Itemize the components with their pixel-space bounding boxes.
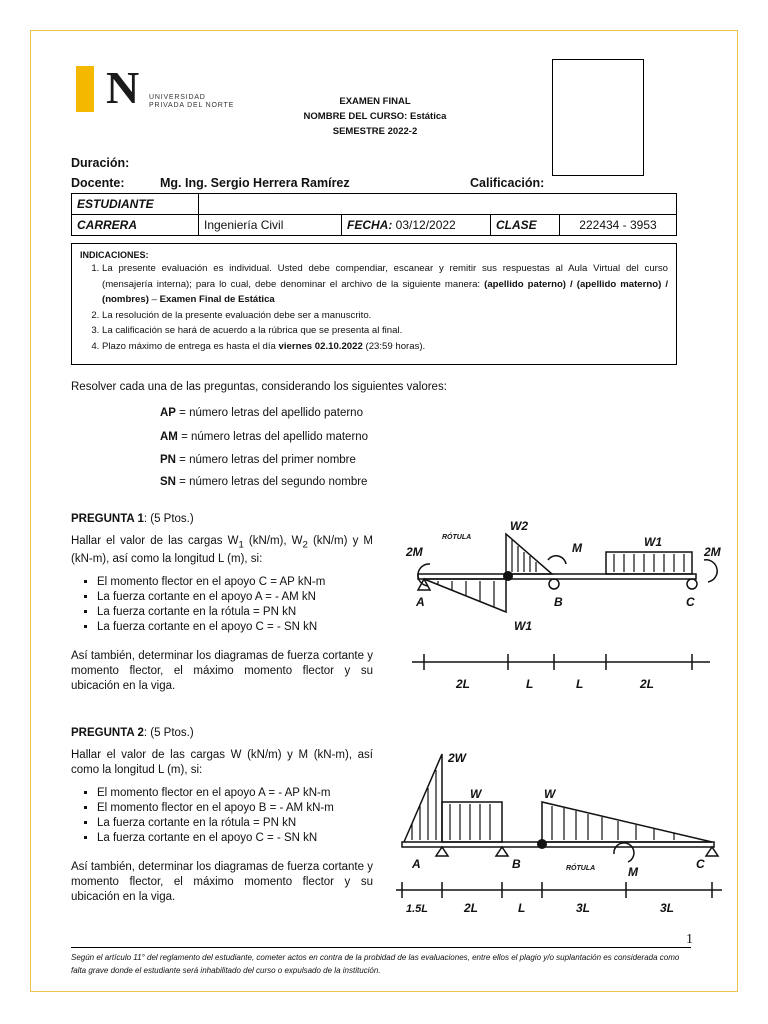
instruction-4c: (23:59 horas).	[362, 340, 426, 352]
student-field[interactable]	[199, 194, 677, 215]
var-key: AP	[160, 407, 176, 419]
q2-load-w-uniform-arrows	[450, 804, 490, 840]
variable-am	[160, 431, 368, 443]
q1-label-m: M	[572, 541, 582, 555]
instruction-1b: (apellido paterno) / (apellido materno) / (nombres)	[102, 278, 668, 305]
q2-support-b	[496, 847, 508, 856]
q2-heading	[71, 726, 373, 741]
student-info-table	[71, 193, 677, 236]
q1-label-b: B	[554, 595, 563, 609]
course-name: NOMBRE DEL CURSO: Estática	[303, 111, 447, 122]
class-value: 222434 - 3953	[560, 215, 677, 236]
logo-letter: N	[106, 62, 140, 113]
student-label: ESTUDIANTE	[72, 194, 199, 215]
q2-label-c: C	[696, 857, 705, 871]
q1-load-w2	[506, 534, 552, 574]
footer-note: Según el artículo 11° del reglamento del estudiante, cometer actos en contra de la probidad de las evaluaciones, entre ellos el plagio y/o suplantación es considerada como falta grave donde el estudiante será inhabilitado del curso o expulsado de la institución.	[71, 953, 680, 975]
q1-label-c: C	[686, 595, 695, 609]
q2-label-b: B	[512, 857, 521, 871]
var-desc: = número letras del segundo nombre	[175, 476, 368, 488]
exam-title: EXAMEN FINAL	[339, 96, 411, 107]
var-key: PN	[160, 454, 176, 466]
logo-line2: PRIVADA DEL NORTE	[149, 102, 235, 109]
page-number: 1	[686, 932, 693, 947]
var-key: AM	[160, 431, 178, 443]
date-cell	[342, 215, 491, 236]
q1-condition: ▪ El momento flector en el apoyo C = AP kN-m	[97, 575, 373, 590]
q1-dim-3: L	[576, 677, 584, 691]
q2-label-a: A	[412, 857, 421, 871]
q2-label-rotula: RÓTULA	[566, 865, 596, 872]
q1-sub2: 2	[302, 539, 308, 551]
q1-closing: Así también, determinar los diagramas de fuerza cortante y momento flector, el máximo momento flector y su ubicación en la viga.	[71, 650, 373, 693]
q1-points: : (5 Ptos.)	[143, 513, 194, 525]
q1-label-w1-top: W1	[644, 535, 662, 549]
q1-title: PREGUNTA 1	[71, 513, 144, 525]
q1-moment-m	[548, 556, 566, 564]
q1-load-w1-top-arrows	[614, 554, 684, 572]
semester: SEMESTRE 2022-2	[332, 126, 418, 137]
q1-label-rotula: RÓTULA	[442, 534, 472, 541]
var-desc: = número letras del apellido paterno	[175, 407, 363, 419]
instruction-1d: Examen Final de Estática	[159, 294, 275, 305]
q1-label-a: A	[416, 595, 425, 609]
q2-dim-4: 3L	[576, 901, 591, 915]
q1-label-w1-bottom: W1	[514, 619, 532, 633]
instruction-1c: –	[148, 294, 160, 305]
q1-heading	[71, 512, 373, 527]
q2-beam-diagram	[392, 744, 732, 919]
q2-dim-1: 1.5L	[406, 903, 429, 915]
q2-label-w-a: W	[470, 787, 482, 801]
q1-load-w1-top	[606, 552, 692, 574]
q1-hinge	[503, 571, 513, 581]
q1-label-2m-right: 2M	[704, 545, 721, 559]
q2-dim-2: 2L	[464, 901, 479, 915]
q2-points: : (5 Ptos.)	[143, 727, 194, 739]
q1-p1: Hallar el valor de las cargas W	[71, 535, 239, 547]
q2-dim-5: 3L	[660, 901, 675, 915]
q2-condition: ▪ El momento flector en el apoyo A = - AP kN-m	[97, 786, 373, 801]
grade-label: Calificación:	[470, 176, 545, 190]
exam-header	[270, 94, 480, 139]
instruction-4a: Plazo máximo de entrega es hasta el día	[102, 340, 279, 352]
variable-pn	[160, 454, 356, 466]
q2-condition: ▪ El momento flector en el apoyo B = - AM kN-m	[97, 801, 373, 816]
career-value: Ingeniería Civil	[199, 215, 342, 236]
career-label: CARRERA	[72, 215, 199, 236]
q1-p1c: (kN/m) y M (kN-m), así como la longitud L (m), si:	[71, 535, 374, 566]
q1-support-c	[687, 579, 697, 589]
q1-condition: ▪ La fuerza cortante en el apoyo A = - AM kN	[97, 590, 373, 605]
instruction-1a: La presente evaluación es individual. Usted debe compendiar, escanear y remitir sus respuestas al Aula Virtual del curso (mensajería interna); para lo cual, debe denominar el archivo de la siguiente manera:	[102, 263, 668, 290]
instruction-4b: viernes 02.10.2022	[278, 340, 363, 352]
logo-line1: UNIVERSIDAD	[149, 94, 206, 101]
q2-statement: Hallar el valor de las cargas W (kN/m) y M (kN-m), así como la longitud L (m), si:	[71, 749, 373, 776]
q2-label-2w: 2W	[448, 751, 466, 765]
logo-text	[149, 94, 234, 110]
var-key: SN	[160, 476, 176, 488]
instructions-list	[80, 261, 668, 354]
q2-condition: ▪ La fuerza cortante en el apoyo C = - SN kN	[97, 831, 373, 846]
q1-dim-4: 2L	[640, 677, 655, 691]
q1-moment-right	[704, 560, 717, 582]
q1-condition: ▪ La fuerza cortante en el apoyo C = - SN kN	[97, 620, 373, 635]
q2-load-w-uniform	[442, 802, 502, 842]
q2-closing: Así también, determinar los diagramas de fuerza cortante y momento flector, el máximo momento flector y su ubicación en la viga.	[71, 861, 373, 903]
q2-condition: ▪ La fuerza cortante en la rótula = PN kN	[97, 816, 373, 831]
q1-dim-2: L	[526, 677, 534, 691]
variable-ap	[160, 407, 363, 419]
q1-p1b: (kN/m), W	[243, 535, 303, 547]
var-desc: = número letras del primer nombre	[175, 454, 356, 466]
q2-load-w-triangle	[542, 802, 712, 842]
instruction-item	[102, 261, 668, 308]
q2-title: PREGUNTA 2	[71, 727, 144, 739]
grade-box[interactable]	[552, 59, 644, 176]
q2-label-w-b: W	[544, 787, 556, 801]
teacher-label: Docente:	[71, 176, 125, 190]
instructions-title: INDICACIONES:	[80, 250, 149, 260]
date-value: 03/12/2022	[395, 218, 456, 232]
q1-label-w2: W2	[510, 519, 528, 533]
var-desc: = número letras del apellido materno	[177, 431, 369, 443]
question-2	[71, 726, 373, 905]
q1-condition: ▪ La fuerza cortante en la rótula = PN kN	[97, 605, 373, 620]
logo-yellow-bar	[76, 66, 94, 112]
q1-sub1: 1	[238, 539, 244, 551]
instruction-item	[102, 339, 668, 355]
university-logo	[76, 62, 260, 114]
teacher-name: Mg. Ing. Sergio Herrera Ramírez	[160, 176, 350, 190]
intro-text: Resolver cada una de las preguntas, considerando los siguientes valores:	[71, 381, 447, 393]
q2-support-c	[706, 847, 718, 856]
q1-support-b	[549, 579, 559, 589]
q2-load-2w-arrows	[412, 770, 436, 840]
q1-label-2m-left: 2M	[406, 545, 423, 559]
q2-dim-3: L	[518, 901, 526, 915]
q2-label-m: M	[628, 865, 638, 879]
q1-dim-1: 2L	[456, 677, 471, 691]
date-label: FECHA:	[347, 218, 393, 232]
instruction-item: 2. La resolución de la presente evaluación debe ser a manuscrito.	[102, 308, 668, 324]
variable-sn	[160, 476, 367, 488]
duration-label: Duración:	[71, 156, 130, 170]
q1-beam-diagram	[394, 512, 724, 702]
q1-statement	[71, 534, 373, 567]
class-label: CLASE	[491, 215, 560, 236]
q2-hinge	[537, 839, 547, 849]
instructions-box	[71, 243, 677, 365]
q1-conditions	[71, 575, 373, 635]
question-1	[71, 512, 373, 694]
instruction-item: 3. La calificación se hará de acuerdo a la rúbrica que se presenta al final.	[102, 323, 668, 339]
footer-divider	[71, 947, 691, 948]
q2-load-w-triangle-arrows	[552, 806, 674, 840]
q2-conditions	[71, 786, 373, 846]
q2-support-a	[436, 847, 448, 856]
